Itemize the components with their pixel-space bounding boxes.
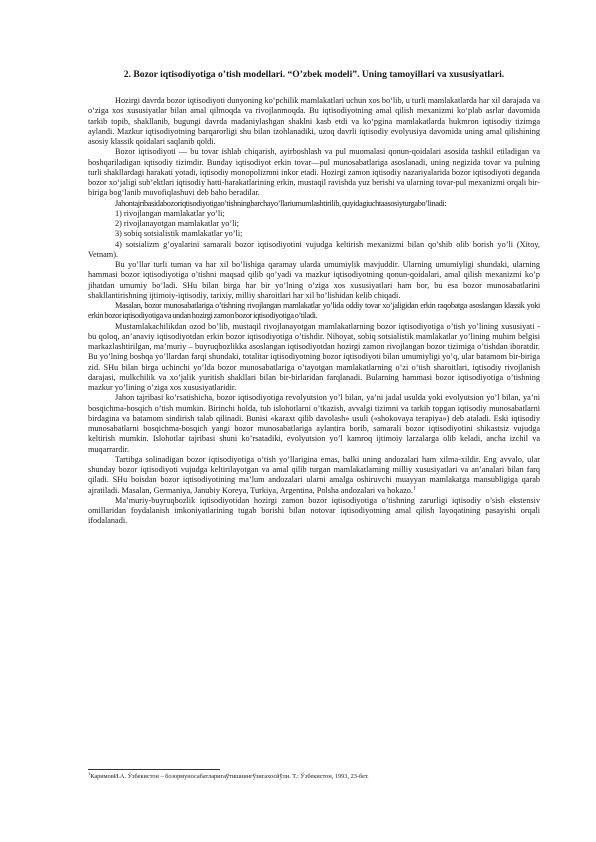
list-item: 1) rivojlangan mamlakatlar yo’li; <box>115 208 225 218</box>
paragraph <box>88 455 540 496</box>
paragraph: Masalan, bozor munosabatlariga o’tishning rivojlangan mamlakatlar yo’lida oddiy tovar xo’jaligidan erkin raqobatga asoslangan klassik yoki erkin bozor iqtisodiyotiga va undan hozirgi zamon bozor iqtisodiyotiga o’tiladi. <box>88 301 540 321</box>
paragraph: Bozor iqtisodiyoti — bu tovar ishlab chiqarish, ayirboshlash va pul muomalasi qonun-qoidalari asosida tashkil etiladigan va boshqariladigan iqtisodiy tizimdir. Bunday iqtisodiyot erkin tovar—pul munosabatlariga asoslanadi, uning negizida tovar va pulning turli shakllardagi harakati yotadi, iqtisodiy monopolizmni inkor etadi. Hozirgi zamon iqtisodiy nazariyalarida bozor iqtisodiyoti deganda bozor xo‘jaligi sub’ektlari iqtisodiy hatti-harakatlarining erkin, mustaqil ravishda yuz berishi va ularning tovar-pul mexanizmi orqali bir-biriga bog‘lanib muvofiqlashuvi deb baho beradilar. <box>88 147 540 198</box>
paragraph: Mustamlakachilikdan ozod bo’lib, mustaqil rivojlanayotgan mamlakatlarning bozor iqtisodiyotiga o’tish yo’lining xususiyati - bu qoloq, an’anaviy iqtisodiyotdan erkin bozor iqtisodiyotiga o’tishdir. Nihoyat, sobiq sotsialistik mamlakatlar yo’lining muhim belgisi markazlashtirilgan, ma’muriy – buyruqbozlikka asoslangan iqtisodiyotdan hozirgi zamon rivojlangan bozor tizimiga o’tishdan iboratdir. Bu yo’lning boshqa yo’llardan farqi shundaki, totalitar iqtisodiyotning bozor iqtisodiyoti bilan umumiyligi yo’q, ular batamom bir-biriga zid. SHu bilan birga uchinchi yo’lda bozor munosabatlariga o’tayotgan mamlakatlarning o’zi o’tish sharoitlari, iqtisodiy rivojlanish darajasi, mulkchilik va xo’jalik yuritish shakllari bilan bir-birlaridan farqlanadi. Bularning hammasi bozor iqtisodiyotiga o’tishning mazkur yo’lining o’ziga xos xususiyatlaridir. <box>88 321 540 392</box>
paragraph: Bu yo’llar turli tuman va har xil bo’lishiga qaramay ularda umumiylik mavjuddir. Ularning umumiyligi shundaki, ularning hammasi bozor iqtisodiyotiga o’tishni maqsad qilib qo’yadi va mazkur iqtisodiyotning qonun-qoidalari, amal qilish mexanizmi ko’p jihatdan umumiy bo’ladi. SHu bilan birga har bir yo’lning o’ziga xos xususiyatlari ham bor, bu esa bozor munosabatlarini shakllantirishning ijtimoiy-iqtisodiy, tarixiy, milliy sharoitlari har xil bo’lishidan kelib chiqadi. <box>88 260 540 300</box>
paragraph: Jahon tajribasi ko’rsatishicha, bozor iqtisodiyotiga revolyutsion yo’l bilan, ya’ni jadal usulda yoki evolyutsion yo’l bilan, ya’ni bosqichma-bosqich o’tish mumkin. Birinchi holda, tub islohotlarni o’tkazish, avvalgi tizimni va tarkib topgan iqtisodiy munosabatlarni birdagina va batamom sindirish talab qilinadi. Bunisi «karaxt qilib davolash» usuli («shokovaya terapiya») deb ataladi. Eski iqtisodiy munosabatlarni bosqichma-bosqich yangi bozor munosabatlariga aylantira borib, samarali bozor iqtisodiyotini shikastsiz vujudga keltirish mumkin. Islohotlar tajribasi shuni ko’rsatadiki, evolyutsion yo’l kamroq ijtimoiy larzalarga olib keladi, ancha izchil va muqarrardir. <box>88 393 540 454</box>
footnote-number: 1 <box>88 770 91 776</box>
paragraph-text: Tartibga solinadigan bozor iqtisodiyotiga o’tish yo’llarigina emas, balki uning andozalari ham xilma-xildir. Eng avvalo, ular shunday bozor iqtisodiyoti vujudga keltirilayotgan va amal qilib turgan mamlakatlarning milliy xususiyatlari va an’analari bilan farq qiladi. SHu boisdan bozor iqtisodiyotining ma’lum andozalari ularni amalga oshiruvchi muayyan mamlakatga mansubligiga qarab ajratiladi. Masalan, Germaniya, Janubiy Koreya, Turkiya, Argentina, Polsha andozalari va hokazo. <box>88 454 540 495</box>
paragraph: Jahontajribasidabozoriqtisodiyotigao’tishningbarchayo’llariumumlashtirilib, quyidagiuchtaasosiyturgabo’linadi: <box>115 198 447 208</box>
footnote-divider <box>88 769 220 770</box>
section-title: 2. Bozor iqtisodiyotiga o’tish modellari. “O’zbek modeli”. Uning tamoyillari va xususiyatlari. <box>123 69 505 80</box>
footnote-marker: 1 <box>412 484 416 491</box>
footnote <box>88 770 540 781</box>
body-text <box>88 96 540 527</box>
list-item: 2) rivojlanayotgan mamlakatlar yo’li; <box>115 219 239 228</box>
footnote-text: КаримовИ.А. Ўзбекистон – бозормуносабатларигаўтишнингўзигахосйўли. Т.: Ўзбекистон, 1993, 23-бет. <box>90 773 369 780</box>
paragraph: Ma’muriy-buyruqbozlik iqtisodiyotidan hozirgi zamon bozor iqtisodiyotiga o’tishning zarurligi iqtisodiy o’sish ekstensiv omillaridan foydalanish imkoniyatlarining tugab borishi bilan notovar iqtisodiyotning amal qilish layoqatining pasayishi orqali ifodalanadi. <box>88 495 540 526</box>
list-item: 4) sotsializm g’oyalarini samarali bozor iqtisodiyotini vujudga keltirish mexanizmi bilan qo’shib olib borish yo’li (Xitoy, Vetnam). <box>88 239 540 259</box>
list-item: 3) sobiq sotsialistik mamlakatlar yo’li; <box>115 229 243 239</box>
paragraph: Hozirgi davrda bozor iqtisodiyoti dunyoning ko‘pchilik mamlakatlari uchun xos bo‘lib, u turli mamlakatlarda har xil darajada va o‘ziga xos xususiyatlar bilan amal qilmoqda va rivojlanmoqda. Bu iqtisodiyotning amal qilish mexanizmi ko‘plab asrlar davomida tarkib topib, shakllanib, bugungi davrda madaniylashgan shaklni kasb etdi va ko‘pgina mamlakatlarda hukmron iqtisodiy tizimga aylandi. Mazkur iqtisodiyotning barqarorligi shu bilan izohlanadiki, uzoq davrli iqtisodiy evolyusiya davomida uning amal qilishining asosiy klassik qoidalari saqlanib qoldi. <box>88 96 540 146</box>
